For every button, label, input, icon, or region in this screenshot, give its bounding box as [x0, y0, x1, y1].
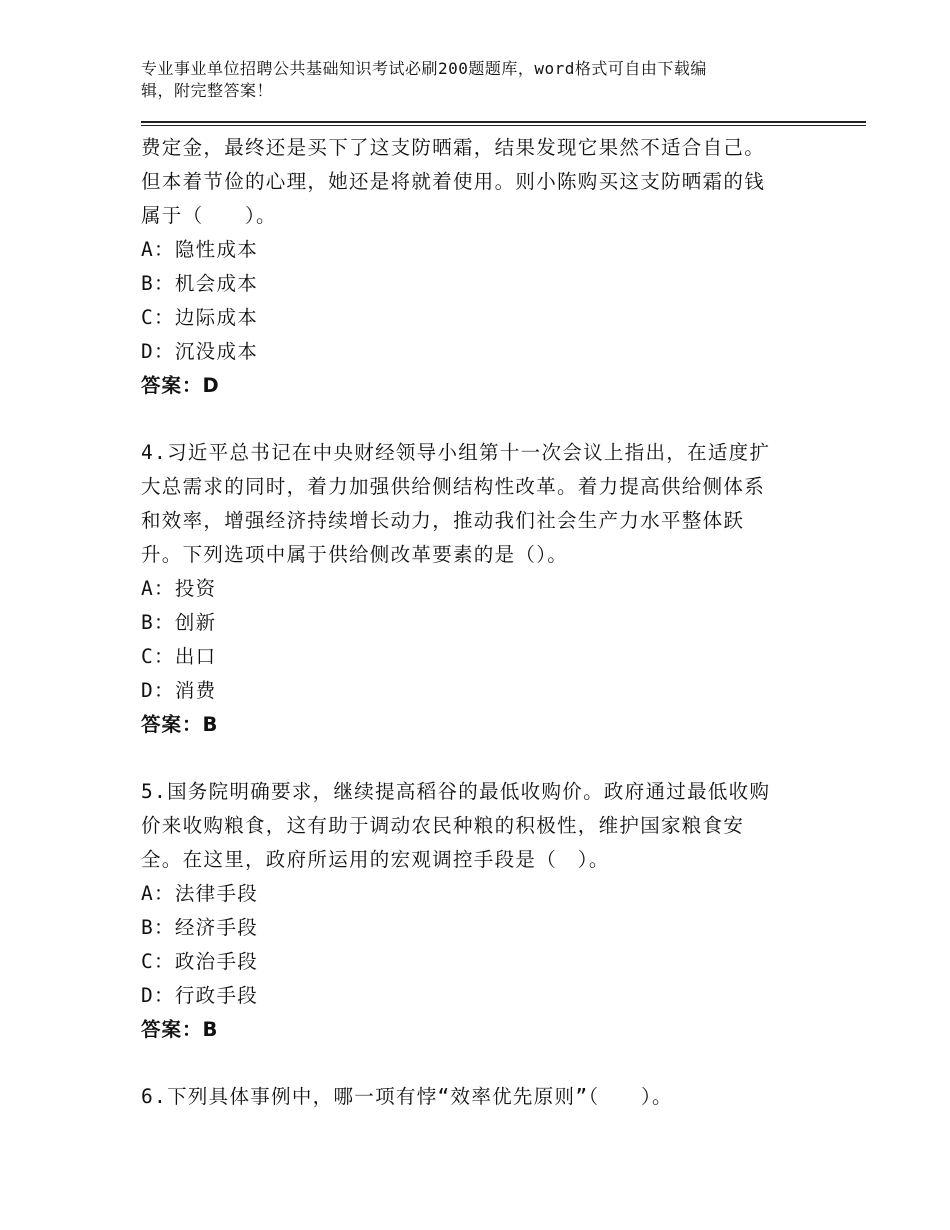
question-text-line: 5.国务院明确要求，继续提高稻谷的最低收购价。政府通过最低收购 — [141, 780, 771, 803]
option-a: A：隐性成本 — [141, 238, 259, 261]
question-text-line: 全。在这里，政府所运用的宏观调控手段是（ ）。 — [141, 848, 610, 871]
header-line-2: 辑，附完整答案！ — [141, 81, 274, 100]
question-content — [141, 131, 841, 1114]
question-4 — [141, 436, 841, 742]
header-line-1: 专业事业单位招聘公共基础知识考试必刷200题题库，word格式可自由下载编 — [141, 59, 707, 78]
option-d: D：消费 — [141, 679, 217, 702]
question-text-line: 属于（ ）。 — [141, 204, 277, 227]
question-text-line: 价来收购粮食，这有助于调动农民种粮的积极性，维护国家粮食安 — [141, 814, 745, 837]
question-text-line: 大总需求的同时，着力加强供给侧结构性改革。着力提高供给侧体系 — [141, 475, 766, 498]
option-b: B：创新 — [141, 611, 217, 634]
page-header — [141, 58, 841, 102]
question-6 — [141, 1080, 841, 1114]
option-b: B：机会成本 — [141, 272, 259, 295]
answer: 答案：B — [141, 1018, 219, 1041]
question-text-line: 6.下列具体事例中，哪一项有悖“效率优先原则”（ ）。 — [141, 1085, 673, 1108]
option-a: A：投资 — [141, 577, 217, 600]
header-rule-thick — [141, 121, 866, 123]
question-text-line: 4.习近平总书记在中央财经领导小组第十一次会议上指出，在适度扩 — [141, 441, 771, 464]
question-text-line: 和效率，增强经济持续增长动力，推动我们社会生产力水平整体跃 — [141, 509, 745, 532]
question-5 — [141, 775, 841, 1047]
option-b: B：经济手段 — [141, 916, 259, 939]
answer: 答案：B — [141, 713, 219, 736]
option-d: D：行政手段 — [141, 984, 259, 1007]
question-text-line: 费定金，最终还是买下了这支防晒霜，结果发现它果然不适合自己。 — [141, 136, 766, 159]
option-c: C：出口 — [141, 645, 217, 668]
answer: 答案：D — [141, 374, 220, 397]
option-c: C：边际成本 — [141, 306, 259, 329]
question-text-line: 但本着节俭的心理，她还是将就着使用。则小陈购买这支防晒霜的钱 — [141, 170, 766, 193]
option-a: A：法律手段 — [141, 882, 259, 905]
option-c: C：政治手段 — [141, 950, 259, 973]
question-text-line: 升。下列选项中属于供给侧改革要素的是（）。 — [141, 543, 569, 566]
option-d: D：沉没成本 — [141, 340, 259, 363]
question-3-continued — [141, 131, 841, 403]
header-rule-thin — [141, 125, 866, 126]
